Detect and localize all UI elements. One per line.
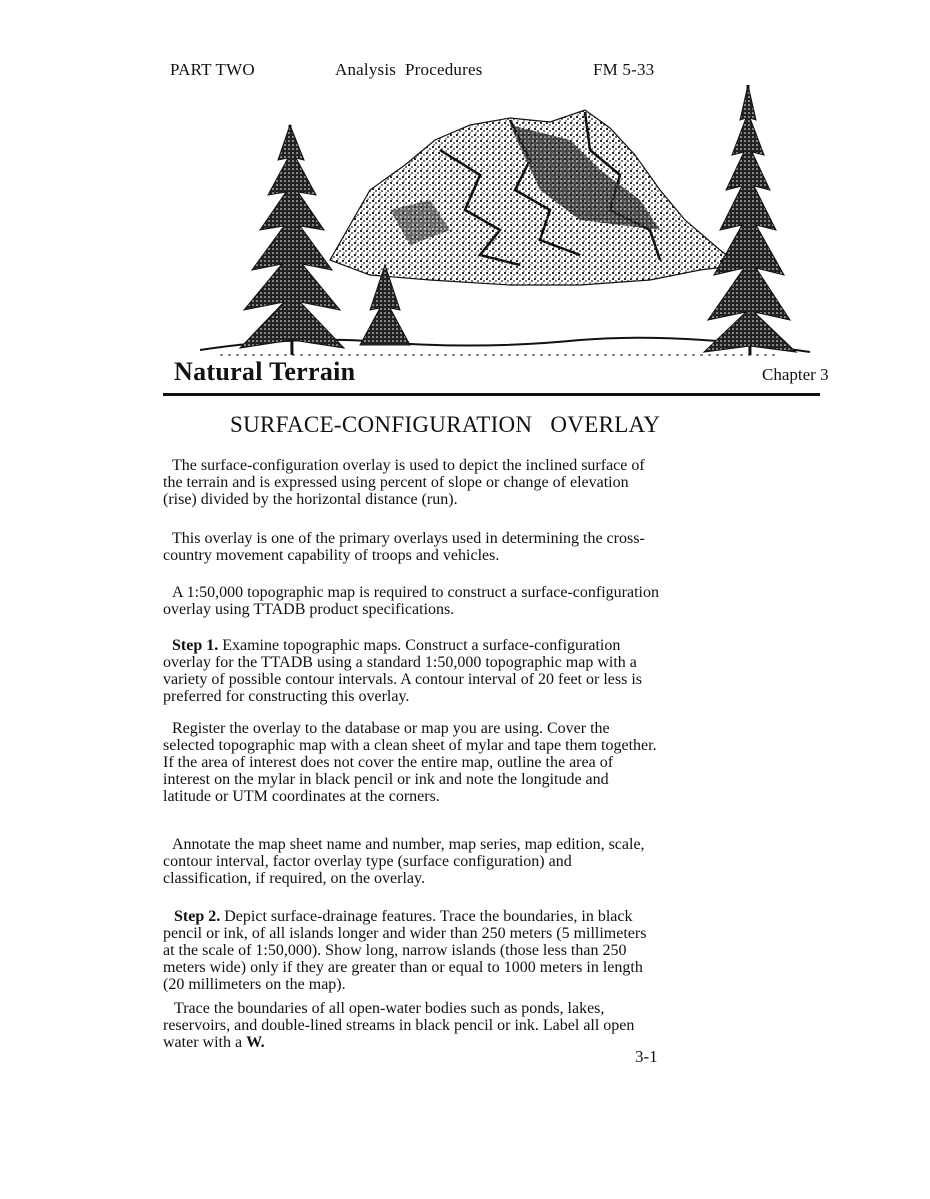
open-water-text: Trace the boundaries of all open-water bodies such as ponds, lakes, reservoirs, and double-lined streams in black pencil or ink. Label all open water with a bbox=[163, 1000, 635, 1051]
header-section: Analysis Procedures bbox=[335, 60, 483, 79]
chapter-divider bbox=[163, 393, 820, 396]
header-part: PART TWO bbox=[170, 60, 255, 79]
step-2-label: Step 2. bbox=[174, 908, 221, 925]
mountain-peak bbox=[330, 110, 740, 285]
right-pine-tree bbox=[704, 85, 796, 355]
paragraph-open-water bbox=[163, 1000, 659, 1051]
paragraph-step-2 bbox=[163, 908, 659, 993]
paragraph-annotate: Annotate the map sheet name and number, map series, map edition, scale, contour interval, factor overlay type (surface configuration) and classification, if required, on the overlay. bbox=[163, 836, 645, 887]
paragraph-map-requirement: A 1:50,000 topographic map is required to construct a surface-configuration overlay using TTADB product specifications. bbox=[163, 584, 659, 618]
step-2-text: Depict surface-drainage features. Trace the boundaries, in black pencil or ink, of all islands longer and wider than 250 meters (5 millimeters at the scale of 1:50,000). Show long, narrow islands (those less than 250 meters wide) only if they are greater than or equal to 1000 meters in length (20 millimeters on the map). bbox=[163, 908, 647, 993]
chapter-title: Natural Terrain bbox=[174, 357, 356, 386]
open-water-label: W. bbox=[246, 1034, 265, 1051]
step-1-text: Examine topographic maps. Construct a surface-configuration overlay for the TTADB using a standard 1:50,000 topographic map with a variety of possible contour intervals. A contour interval of 20 feet or less is preferred for constructing this overlay. bbox=[163, 637, 642, 705]
paragraph-purpose: This overlay is one of the primary overlays used in determining the cross-country movement capability of troops and vehicles. bbox=[163, 530, 645, 564]
left-pine-tree bbox=[240, 125, 344, 355]
paragraph-step-1 bbox=[163, 637, 659, 705]
paragraph-register-overlay: Register the overlay to the database or map you are using. Cover the selected topographic map with a clean sheet of mylar and tape them together. If the area of interest does not cover the entire map, outline the area of interest on the mylar in black pencil or ink and note the longitude and latitude or UTM coordinates at the corners. bbox=[163, 720, 657, 805]
chapter-label: Chapter 3 bbox=[762, 365, 829, 384]
header-manual-number: FM 5-33 bbox=[593, 60, 655, 79]
section-title: SURFACE-CONFIGURATION OVERLAY bbox=[230, 412, 661, 437]
page-number: 3-1 bbox=[635, 1047, 658, 1066]
paragraph-definition: The surface-configuration overlay is used to depict the inclined surface of the terrain and is expressed using percent of slope or change of elevation (rise) divided by the horizontal distance (run). bbox=[163, 457, 645, 508]
step-1-label: Step 1. bbox=[172, 637, 219, 654]
mountain-illustration bbox=[180, 80, 820, 365]
